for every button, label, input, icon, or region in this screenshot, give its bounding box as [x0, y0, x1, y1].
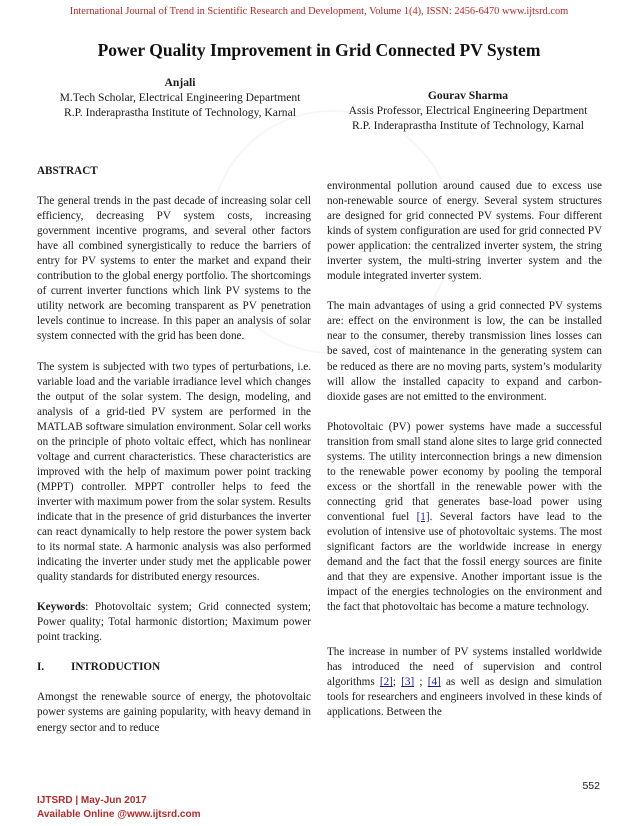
body-paragraph-3	[327, 420, 602, 616]
body-paragraph-2: The main advantages of using a grid connected PV systems are: effect on the environment is low, the can be installed near to the consumer, thereby transmission lines losses can be saved, cost of maintenance in the generating system can be reduced as there are no moving parts, system’s modularity will allow the installed capacity to expand and carbon-dioxide gases are not emitted to the environment.	[327, 300, 602, 403]
abstract-paragraph-2: The system is subjected with two types of perturbations, i.e. variable load and the variable irradiance level which changes the output of the solar system. The design, modeling, and analysis of a grid-tied PV system are performed in the MATLAB software simulation environment. Solar cell works on the principle of photo voltaic effect, which has nonlinear voltage and current characteristics. These characteristics are improved with the help of maximum power point tracking (MPPT) controller. MPPT controller helps to feed the inverter with maximum power from the solar system. Results indicate that in the presence of grid disturbances the inverter can react dynamically to help restore the power system back to its normal state. A harmonic analysis was also performed indicating the inverter under study met the applicable power quality standards for distributed energy resources.	[37, 360, 311, 584]
citation-link-1[interactable]: [1]	[416, 510, 430, 523]
citation-link-4[interactable]: [4]	[427, 676, 441, 689]
paragraph-text: Photovoltaic (PV) power systems have made a successful transition from small stand alone sites to large grid connected systems. The utility interconnection brings a new dimension to the renewable power economy by pooling the temporal excess or the shortfall in the renewable power with the connecting grid that generates base-load power using conventional fuel	[327, 420, 602, 523]
abstract-paragraph-1: The general trends in the past decade of increasing solar cell efficiency, decreasing PV system costs, increasing government incentive programs, and several other factors have all combined synergistically to reduce the barriers of entry for PV systems to enter the market and expand their contribution to the global energy portfolio. The shortcomings of current inverter functions which link PV systems to the utility network are becoming transparent as PV penetration levels continue to increase. In this paper an analysis of solar system connected with the grid has been done.	[37, 195, 311, 343]
author-institute: R.P. Inderaprastha Institute of Technology, Karnal	[352, 119, 584, 132]
author-block-1	[30, 75, 330, 120]
paragraph-text: . Several factors have lead to the evolution of intensive use of photovoltaic systems. The most significant factors are the worldwide increase in energy demand and the fact that the fossil energy sources are finite and that they are expensive. Another important issue is the impact of the energies technologies on the environment and the fact that photovoltaic has become a mature technology.	[327, 510, 602, 614]
journal-header: International Journal of Trend in Scientific Research and Development, Volume 1(4), ISSN: 2456-6470 www.ijtsrd.com	[69, 6, 569, 17]
body-paragraph-1: environmental pollution around caused due to excess use non-renewable source of energy. Several system structures are designed for grid connected PV systems. Four different kinds of system configuration are used for grid connected PV power application: the centralized inverter system, the string inverter system, the multi-string inverter system and the module integrated inverter system.	[327, 180, 602, 283]
keywords-label: Keywords	[37, 601, 86, 614]
author-position: M.Tech Scholar, Electrical Engineering Department	[59, 91, 301, 104]
section-heading-introduction	[37, 660, 311, 675]
paragraph-gap	[327, 630, 602, 645]
left-column	[37, 164, 311, 736]
author-name: Anjali	[164, 76, 196, 89]
author-position: Assis Professor, Electrical Engineering Department	[348, 104, 588, 117]
footer-journal-issue: IJTSRD | May-Jun 2017	[37, 795, 147, 806]
citation-link-2[interactable]: [2]	[379, 676, 393, 689]
author-institute: R.P. Inderaprastha Institute of Technology, Karnal	[64, 106, 296, 119]
keywords	[37, 600, 311, 645]
page-number: 552	[582, 780, 600, 792]
page-footer	[37, 794, 201, 821]
paragraph-text: The increase in number of PV systems installed worldwide has introduced the need of supervision and control algorithms	[327, 646, 602, 689]
paper-title: Power Quality Improvement in Grid Connected PV System	[97, 40, 541, 60]
right-column	[327, 179, 602, 721]
citation-link-3[interactable]: [3]	[401, 676, 415, 689]
section-number: I.	[37, 661, 45, 674]
intro-paragraph-1: Amongst the renewable source of energy, the photovoltaic power systems are gaining popularity, with heavy demand in energy sector and to reduce	[37, 691, 311, 734]
section-title: INTRODUCTION	[71, 661, 161, 674]
paragraph-text: as well as design and simulation tools for researchers and engineers involved in these kinds of applications. Between the	[327, 676, 602, 719]
author-name: Gourav Sharma	[427, 89, 509, 102]
keywords-text: : Photovoltaic system; Grid connected system; Power quality; Total harmonic distortion; Maximum power point tracking.	[37, 601, 311, 644]
citation-separator: ;	[414, 676, 428, 689]
body-paragraph-4	[327, 645, 602, 720]
author-block-2	[318, 88, 618, 133]
abstract-heading: ABSTRACT	[37, 165, 98, 177]
footer-website: Available Online @www.ijtsrd.com	[37, 808, 201, 820]
citation-separator: ;	[392, 676, 402, 689]
